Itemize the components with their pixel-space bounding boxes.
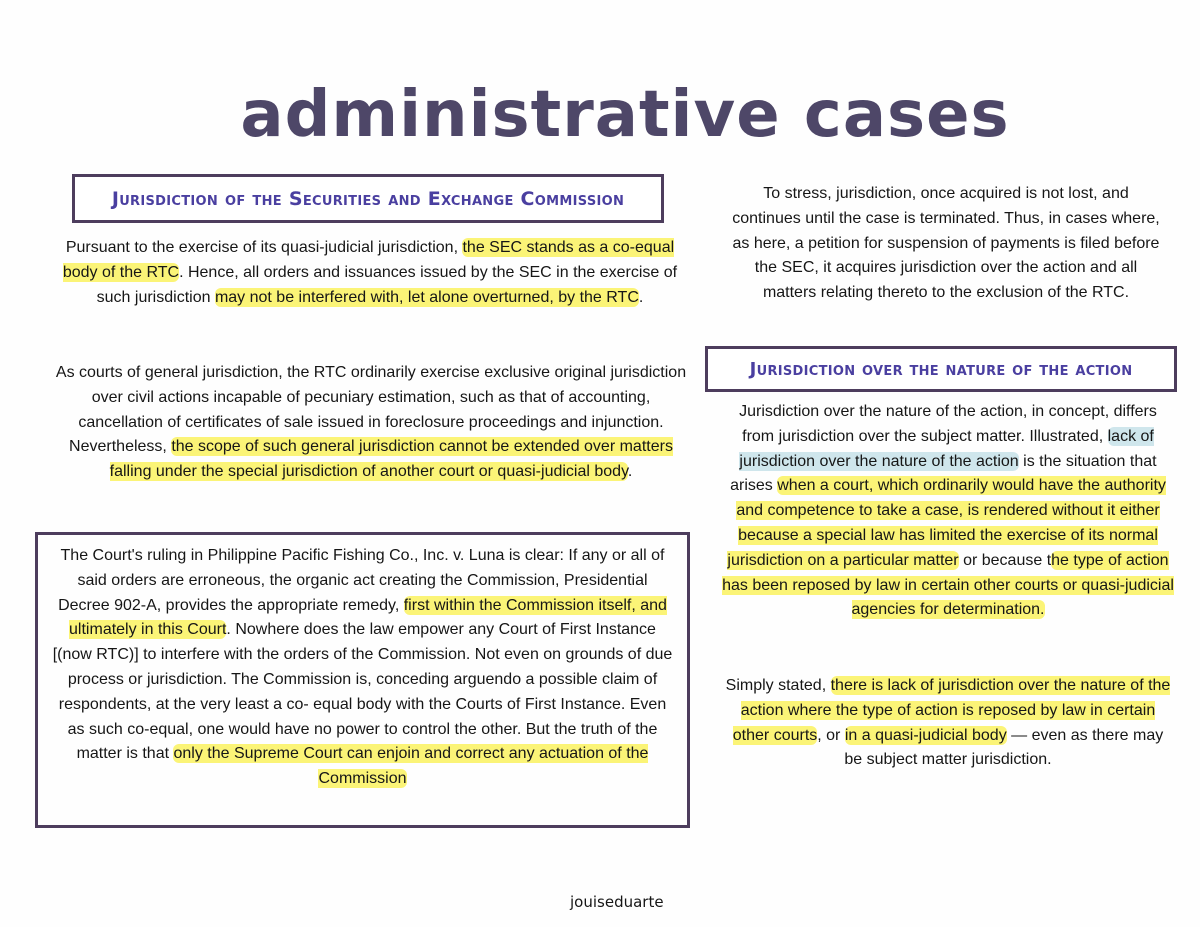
- p3r-text-1: Simply stated,: [725, 677, 831, 694]
- p1-text-2: . Hence, all orders and issuances issued by the SEC in the exercise of such jurisdiction: [96, 263, 678, 306]
- p3r-text-2: , or: [817, 726, 845, 744]
- quote-text-1: The Court's ruling in Philippine Pacific Fishing Co., Inc. v. Luna is clear: If any or all of said orders are erroneous, the organic act creating the Commission, Presidential Decree 902-A, provides the appropriate remedy,: [58, 547, 665, 614]
- author-credit: jouiseduarte: [570, 893, 664, 911]
- quote-text-2: . Nowhere does the law empower any Court of First Instance [(now RTC)] to interfere with the orders of the Commission. Not even on grounds of due process or jurisdiction. The Commission is, conceding arguendo a possible claim of respondents, at the very least a co- equal body with the Courts of First Instance. Even as such co-equal, one would have no power to control the other. But the truth of the matter is that: [52, 621, 673, 763]
- nature-of-action-paragraph: [722, 400, 1174, 623]
- p2r-highlight-2: he type of action has been reposed by law in certain other courts or quasi-judicial agencies for determination.: [722, 551, 1174, 619]
- p1-text-3: .: [638, 288, 644, 306]
- p2-highlight-1: the scope of such general jurisdiction cannot be extended over matters falling under the special jurisdiction of another court or quasi-judicial body: [109, 438, 673, 481]
- p3r-highlight-1: there is lack of jurisdiction over the nature of the action where the type of action is reposed by law in certain other courts: [732, 677, 1171, 744]
- p2-text-2: .: [627, 463, 633, 481]
- p2r-highlight-1: when a court, which ordinarily would have the authority and competence to take a case, is rendered without it either because a special law has limited the exercise of its normal jurisdiction on a particular matter: [727, 477, 1166, 569]
- rtc-general-jurisdiction-paragraph: [48, 361, 694, 485]
- luna-ruling-box: [35, 532, 690, 828]
- sec-coequal-paragraph: [52, 236, 688, 310]
- quote-highlight-1: first within the Commission itself, and ultimately in this Court: [69, 596, 667, 639]
- p1-text-1: Pursuant to the exercise of its quasi-judicial jurisdiction,: [65, 239, 463, 256]
- p3r-highlight-2: in a quasi-judicial body: [844, 726, 1007, 744]
- quote-highlight-2: only the Supreme Court can enjoin and correct any actuation of the Commission: [173, 745, 649, 788]
- nature-of-action-heading: Jurisdiction over the nature of the action: [705, 346, 1177, 392]
- p3r-text-3: — even as there may be subject matter jurisdiction.: [844, 726, 1164, 769]
- p2-text-1: As courts of general jurisdiction, the RTC ordinarily exercise exclusive original jurisdiction over civil actions incapable of pecuniary estimation, such as that of accounting, cancellation of certificates of sale issued in foreclosure proceedings and injunction. Nevertheless,: [55, 364, 687, 456]
- p1-highlight-2: may not be interfered with, let alone overturned, by the RTC: [214, 288, 639, 306]
- p2r-text-3: or because t: [958, 551, 1052, 569]
- page-title: administrative cases: [240, 78, 1010, 152]
- p2r-text-1: Jurisdiction over the nature of the action, in concept, differs from jurisdiction over the subject matter. Illustrated,: [739, 403, 1157, 445]
- luna-ruling-quote: [50, 544, 675, 792]
- p2r-blue-highlight: lack of jurisdiction over the nature of the action: [739, 427, 1154, 470]
- p2r-text-2: is the situation that arises: [730, 452, 1157, 495]
- p1-highlight-1: the SEC stands as a co-equal body of the RTC: [62, 239, 675, 281]
- sec-jurisdiction-heading: Jurisdiction of the Securities and Exchange Commission: [72, 174, 664, 223]
- jurisdiction-not-lost-paragraph: To stress, jurisdiction, once acquired is not lost, and continues until the case is terminated. Thus, in cases where, as here, a petition for suspension of payments is filed before the SEC, it acquires jurisdiction over the action and all matters relating thereto to the exclusion of the RTC.: [732, 185, 1160, 302]
- simply-stated-paragraph: [724, 674, 1172, 773]
